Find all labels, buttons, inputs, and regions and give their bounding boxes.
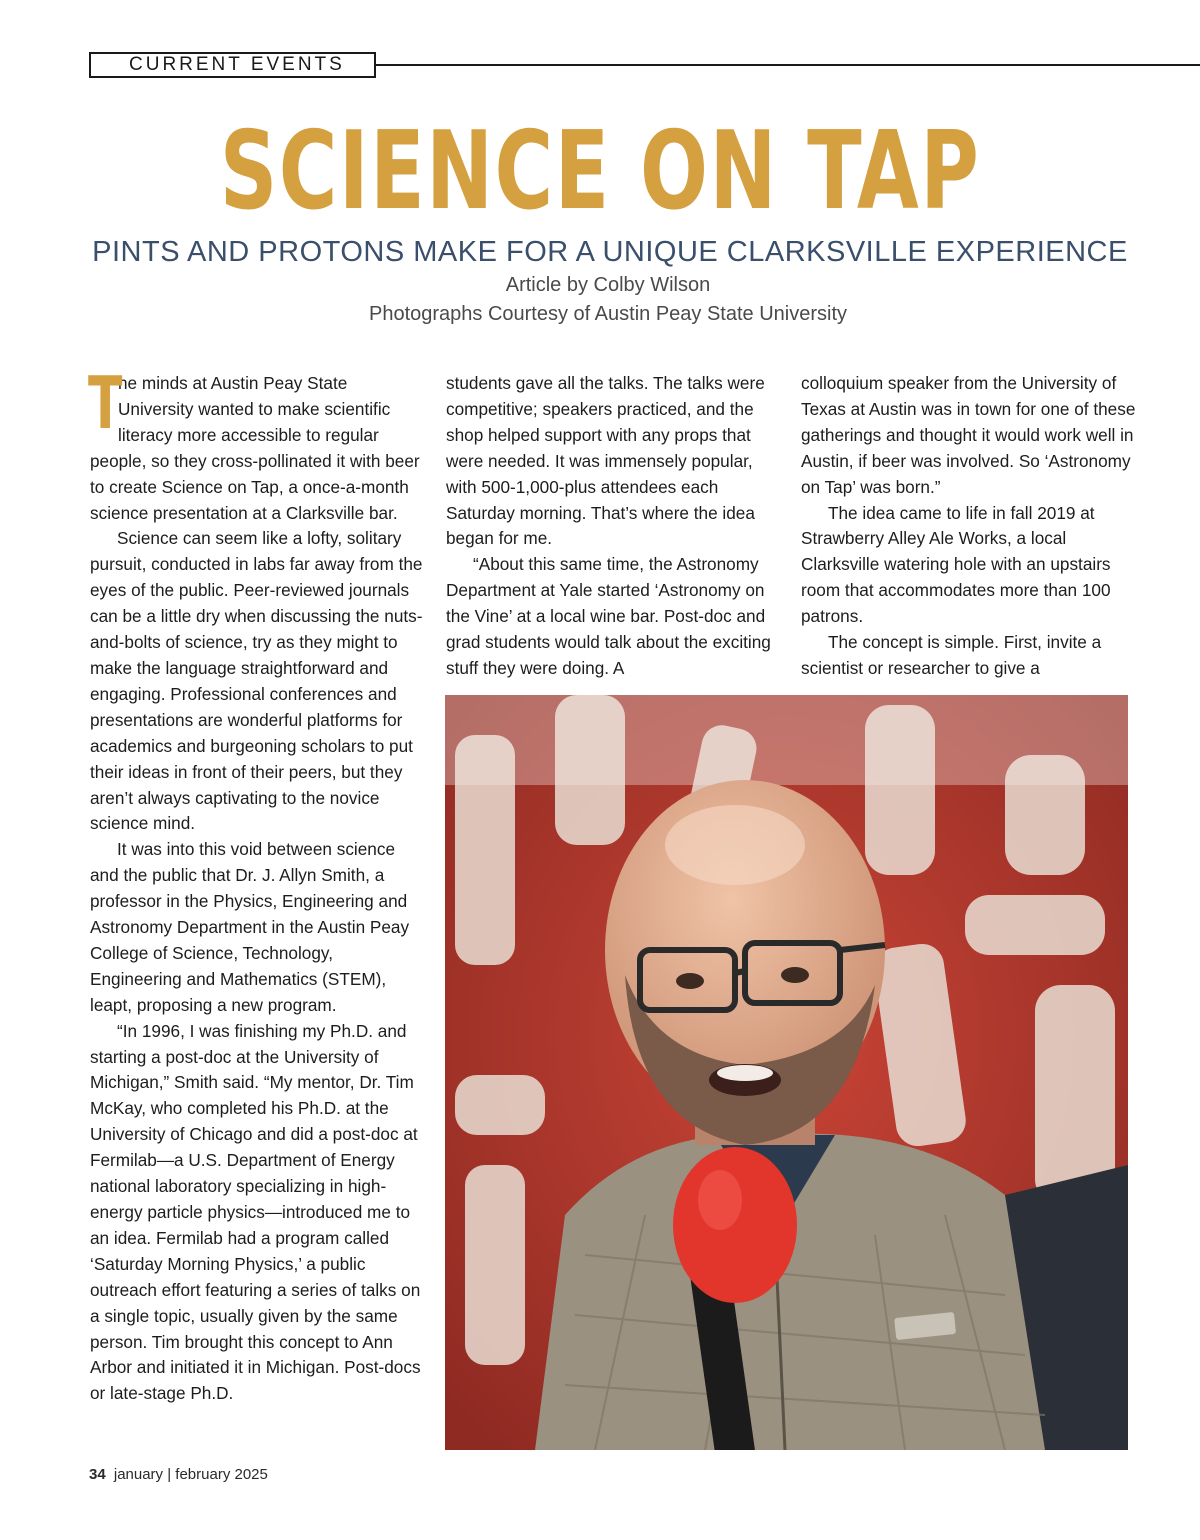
paragraph: “In 1996, I was finishing my Ph.D. and starting a post-doc at the University of Michigan,” Smith said. “My mentor, Dr. Tim McKay, who completed his Ph.D. at the University of Chicago and did a post-doc at Fermilab—a U.S. Department of Energy national laboratory specializing in high-energy particle physics—introduced me to an idea. Fermilab had a program called ‘Saturday Morning Physics,’ a public outreach effort featuring a series of talks on a single topic, usually given by the same person. Tim brought this concept to Ann Arbor and initiated it in Michigan. Post-docs or late-stage Ph.D. bbox=[90, 1020, 421, 1404]
page-footer bbox=[89, 1466, 268, 1483]
paragraph: It was into this void between science and the public that Dr. J. Allyn Smith, a professor in the Physics, Engineering and Astronomy Department in the Austin Peay College of Science, Technology, Engineering and Mathematics (STEM), leapt, proposing a new program. bbox=[90, 839, 410, 1015]
body-column-1 bbox=[88, 361, 425, 1461]
article-title: SCIENCE ON TAP bbox=[219, 109, 981, 234]
paragraph: The idea came to life in fall 2019 at Strawberry Alley Ale Works, a local Clarksville watering hole with an upstairs room that accommodates more than 100 patrons. bbox=[801, 502, 1111, 627]
issue-date: january | february 2025 bbox=[113, 1466, 268, 1483]
article-subtitle: PINTS AND PROTONS MAKE FOR A UNIQUE CLARKSVILLE EXPERIENCE bbox=[92, 236, 1128, 268]
section-rule bbox=[376, 64, 1200, 66]
article-byline: Article by Colby Wilson bbox=[505, 274, 711, 296]
paragraph: colloquium speaker from the University of Texas at Austin was in town for one of these gatherings and thought it would work well in Austin, if beer was involved. So ‘Astronomy on Tap’ was born.” bbox=[801, 373, 1136, 497]
speaker-photo bbox=[445, 695, 1128, 1450]
speaker-photo-illustration bbox=[445, 695, 1128, 1450]
drop-cap: T bbox=[88, 361, 123, 445]
photo-credit: Photographs Courtesy of Austin Peay State University bbox=[368, 303, 848, 325]
paragraph: T he minds at Austin Peay State University wanted to make scientific literacy more accessible to regular people, so they cross-pollinated it with beer to create Science on Tap, a once-a-month science presentation at a Clarksville bar. bbox=[88, 361, 420, 523]
paragraph: The concept is simple. First, invite a scientist or researcher to give a bbox=[801, 632, 1102, 678]
body-column-3 bbox=[801, 371, 1136, 691]
paragraph: “About this same time, the Astronomy Department at Yale started ‘Astronomy on the Vine’ at a local wine bar. Post-doc and grad students would talk about the exciting stuff they were doing. A bbox=[446, 554, 771, 678]
paragraph: students gave all the talks. The talks were competitive; speakers practiced, and the shop helped support with any props that were needed. It was immensely popular, with 500-1,000-plus attendees each Saturday morning. That’s where the idea began for me. bbox=[446, 373, 765, 549]
page-number: 34 bbox=[89, 1466, 106, 1483]
body-column-2 bbox=[446, 371, 781, 691]
section-label: CURRENT EVENTS bbox=[89, 52, 376, 78]
paragraph: Science can seem like a lofty, solitary pursuit, conducted in labs far away from the eyes of the public. Peer-reviewed journals can be a little dry when discussing the nuts-and-bolts of science, try as they might to make the language straightforward and engaging. Professional conferences and presentations are wonderful platforms for academics and burgeoning scholars to put their ideas in front of their peers, but they aren’t always captivating to the novice science mind. bbox=[90, 528, 423, 834]
